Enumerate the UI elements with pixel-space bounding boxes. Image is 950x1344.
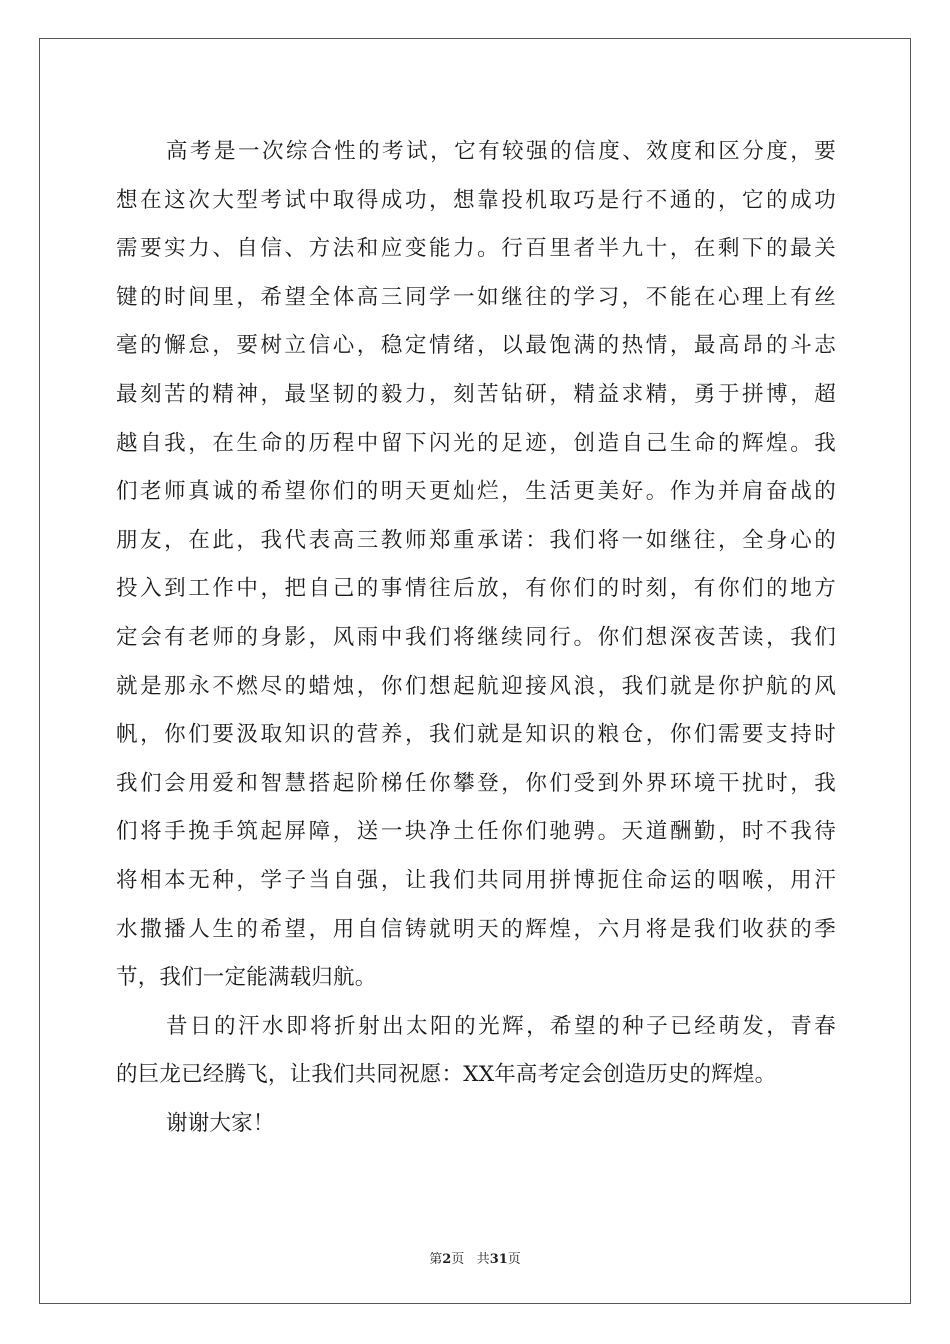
text-line: 键的时间里，希望全体高三同学一如继往的学习，不能在心理上有丝 (116, 284, 836, 310)
text-line: 们老师真诚的希望你们的明天更灿烂，生活更美好。作为并肩奋战的 (116, 479, 836, 505)
text-line: 我们会用爱和智慧搭起阶梯任你攀登，你们受到外界环境干扰时，我 (116, 770, 836, 796)
page-prefix: 第 (429, 1252, 443, 1267)
page-footer (0, 1248, 950, 1267)
text-line: 帆，你们要汲取知识的营养，我们就是知识的粮仓，你们需要支持时 (116, 722, 836, 748)
text-line: 定会有老师的身影，风雨中我们将继续同行。你们想深夜苦读，我们 (116, 624, 836, 650)
text-line: 越自我，在生命的历程中留下闪光的足迹，创造自己生命的辉煌。我 (116, 430, 836, 456)
text-line: 需要实力、自信、方法和应变能力。行百里者半九十，在剩下的最关 (116, 236, 836, 262)
document-body (116, 128, 836, 1148)
total-prefix: 共 (476, 1252, 490, 1267)
text-line: 节，我们一定能满载归航。 (116, 965, 377, 991)
text-line: 将相本无种，学子当自强，让我们共同用拼博扼住命运的咽喉，用汗 (116, 867, 836, 893)
text-line: 高考是一次综合性的考试，它有较强的信度、效度和区分度，要 (166, 139, 836, 164)
total-pages: 31 (489, 1252, 508, 1267)
page-suffix: 页 (451, 1252, 465, 1267)
text-line: 毫的懈怠，要树立信心，稳定情绪，以最饱满的热情，最高昂的斗志 (116, 333, 836, 359)
text-line: 谢谢大家！ (166, 1110, 275, 1136)
text-line: 最刻苦的精神，最坚韧的毅力，刻苦钻研，精益求精，勇于拼博，超 (116, 381, 836, 407)
text-line: 昔日的汗水即将折射出太阳的光辉，希望的种子已经萌发，青春 (166, 1013, 836, 1039)
text-line: 就是那永不燃尽的蜡烛，你们想起航迎接风浪，我们就是你护航的风 (116, 673, 836, 699)
paragraph-1 (116, 128, 836, 1003)
paragraph-3 (116, 1100, 836, 1149)
page-number: 2 (442, 1252, 452, 1267)
text-line: 朋友，在此，我代表高三教师郑重承诺：我们将一如继往，全身心的 (116, 527, 836, 553)
text-line: 想在这次大型考试中取得成功，想靠投机取巧是行不通的，它的成功 (116, 187, 836, 213)
text-line: 的巨龙已经腾飞，让我们共同祝愿：XX年高考定会创造历史的辉煌。 (116, 1062, 777, 1088)
total-suffix: 页 (507, 1252, 521, 1267)
text-line: 水撒播人生的希望，用自信铸就明天的辉煌，六月将是我们收获的季 (116, 916, 836, 942)
paragraph-2 (116, 1003, 836, 1100)
text-line: 们将手挽手筑起屏障，送一块净土任你们驰骋。天道酬勤，时不我待 (116, 819, 836, 845)
text-line: 投入到工作中，把自己的事情往后放，有你们的时刻，有你们的地方 (116, 576, 836, 602)
